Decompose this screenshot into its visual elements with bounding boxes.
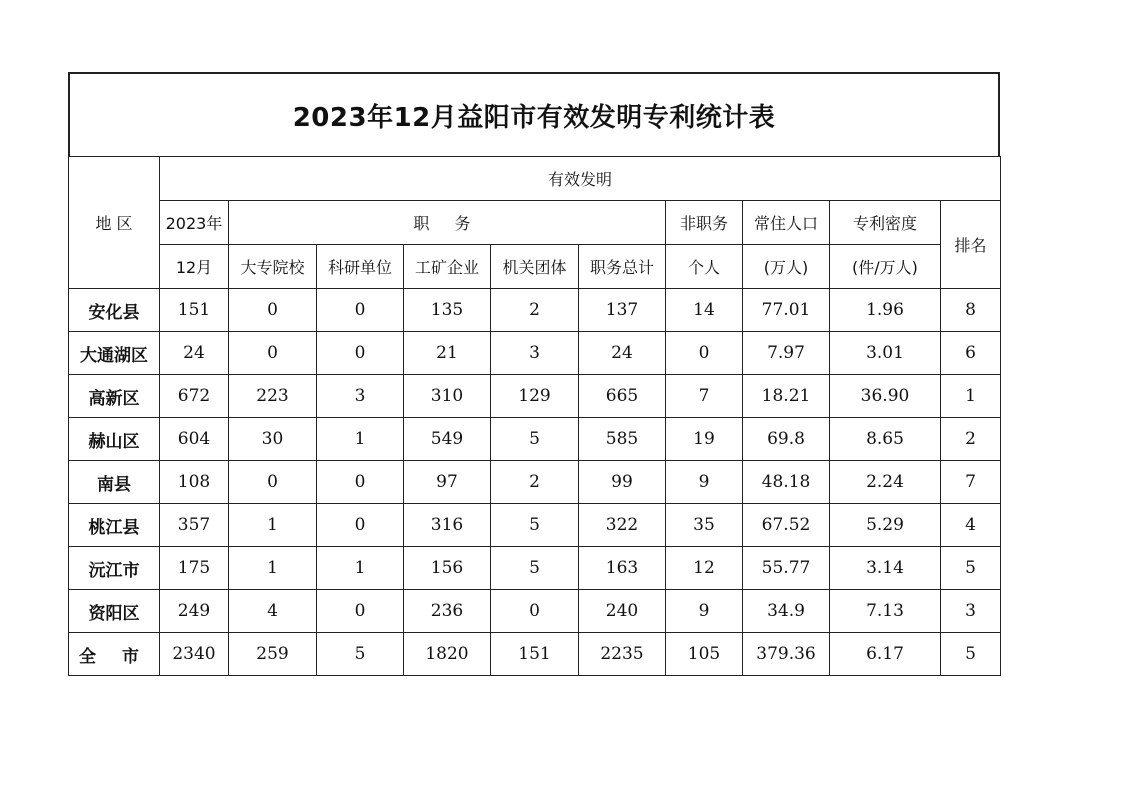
cell-research: 1 xyxy=(317,418,404,461)
cell-agency: 5 xyxy=(491,418,579,461)
cell-industry: 316 xyxy=(404,504,491,547)
cell-non-service: 14 xyxy=(666,289,743,332)
cell-service-total: 322 xyxy=(579,504,666,547)
cell-agency: 151 xyxy=(491,633,579,676)
cell-rank: 5 xyxy=(941,547,1001,590)
header-row-3 xyxy=(69,245,1001,289)
cell-research: 5 xyxy=(317,633,404,676)
cell-population: 69.8 xyxy=(743,418,830,461)
cell-total: 108 xyxy=(160,461,229,504)
cell-total: 175 xyxy=(160,547,229,590)
table-row xyxy=(69,461,1001,504)
header-individual: 个人 xyxy=(666,245,743,289)
cell-density: 3.01 xyxy=(830,332,941,375)
cell-density: 3.14 xyxy=(830,547,941,590)
cell-service-total: 137 xyxy=(579,289,666,332)
cell-rank: 3 xyxy=(941,590,1001,633)
cell-service-total: 665 xyxy=(579,375,666,418)
header-valid-inventions: 有效发明 xyxy=(160,157,1001,201)
cell-industry: 135 xyxy=(404,289,491,332)
cell-industry: 549 xyxy=(404,418,491,461)
cell-colleges: 259 xyxy=(229,633,317,676)
cell-non-service: 9 xyxy=(666,590,743,633)
cell-rank: 1 xyxy=(941,375,1001,418)
header-agency: 机关团体 xyxy=(491,245,579,289)
cell-research: 1 xyxy=(317,547,404,590)
cell-colleges: 0 xyxy=(229,332,317,375)
cell-density: 36.90 xyxy=(830,375,941,418)
region-name: 赫山区 xyxy=(69,418,160,461)
cell-rank: 4 xyxy=(941,504,1001,547)
cell-rank: 2 xyxy=(941,418,1001,461)
table-row xyxy=(69,332,1001,375)
cell-non-service: 19 xyxy=(666,418,743,461)
cell-colleges: 30 xyxy=(229,418,317,461)
cell-population: 77.01 xyxy=(743,289,830,332)
cell-colleges: 4 xyxy=(229,590,317,633)
table-row-total xyxy=(69,633,1001,676)
header-population: 常住人口 xyxy=(743,201,830,245)
cell-industry: 156 xyxy=(404,547,491,590)
header-density: 专利密度 xyxy=(830,201,941,245)
cell-density: 2.24 xyxy=(830,461,941,504)
cell-agency: 5 xyxy=(491,547,579,590)
table-row xyxy=(69,375,1001,418)
cell-population: 379.36 xyxy=(743,633,830,676)
region-name: 安化县 xyxy=(69,289,160,332)
cell-industry: 236 xyxy=(404,590,491,633)
header-row-2 xyxy=(69,201,1001,245)
cell-total: 672 xyxy=(160,375,229,418)
header-non-service: 非职务 xyxy=(666,201,743,245)
cell-non-service: 9 xyxy=(666,461,743,504)
header-research: 科研单位 xyxy=(317,245,404,289)
cell-industry: 1820 xyxy=(404,633,491,676)
cell-density: 1.96 xyxy=(830,289,941,332)
cell-density: 8.65 xyxy=(830,418,941,461)
cell-non-service: 105 xyxy=(666,633,743,676)
region-name: 沅江市 xyxy=(69,547,160,590)
cell-total: 151 xyxy=(160,289,229,332)
header-region: 地 区 xyxy=(69,157,160,289)
header-row-1 xyxy=(69,157,1001,201)
cell-service-total: 2235 xyxy=(579,633,666,676)
cell-population: 55.77 xyxy=(743,547,830,590)
region-name: 高新区 xyxy=(69,375,160,418)
cell-density: 7.13 xyxy=(830,590,941,633)
cell-agency: 3 xyxy=(491,332,579,375)
cell-service-total: 24 xyxy=(579,332,666,375)
cell-industry: 97 xyxy=(404,461,491,504)
cell-non-service: 7 xyxy=(666,375,743,418)
cell-agency: 0 xyxy=(491,590,579,633)
cell-research: 3 xyxy=(317,375,404,418)
table-row xyxy=(69,547,1001,590)
header-month: 12月 xyxy=(160,245,229,289)
cell-rank: 5 xyxy=(941,633,1001,676)
region-name: 桃江县 xyxy=(69,504,160,547)
header-year: 2023年 xyxy=(160,201,229,245)
region-name: 南县 xyxy=(69,461,160,504)
cell-population: 7.97 xyxy=(743,332,830,375)
cell-industry: 21 xyxy=(404,332,491,375)
cell-total: 357 xyxy=(160,504,229,547)
cell-agency: 2 xyxy=(491,461,579,504)
header-rank: 排名 xyxy=(941,201,1001,289)
cell-colleges: 1 xyxy=(229,547,317,590)
cell-rank: 6 xyxy=(941,332,1001,375)
cell-agency: 129 xyxy=(491,375,579,418)
cell-colleges: 1 xyxy=(229,504,317,547)
cell-research: 0 xyxy=(317,332,404,375)
cell-industry: 310 xyxy=(404,375,491,418)
region-name: 资阳区 xyxy=(69,590,160,633)
cell-research: 0 xyxy=(317,504,404,547)
cell-density: 6.17 xyxy=(830,633,941,676)
cell-total: 604 xyxy=(160,418,229,461)
cell-total: 249 xyxy=(160,590,229,633)
cell-service-total: 163 xyxy=(579,547,666,590)
table-row xyxy=(69,289,1001,332)
cell-colleges: 0 xyxy=(229,289,317,332)
header-industry: 工矿企业 xyxy=(404,245,491,289)
cell-service-total: 240 xyxy=(579,590,666,633)
header-service-total: 职务总计 xyxy=(579,245,666,289)
cell-service-total: 585 xyxy=(579,418,666,461)
cell-population: 48.18 xyxy=(743,461,830,504)
cell-service-total: 99 xyxy=(579,461,666,504)
table-row xyxy=(69,504,1001,547)
cell-non-service: 35 xyxy=(666,504,743,547)
cell-colleges: 223 xyxy=(229,375,317,418)
cell-non-service: 12 xyxy=(666,547,743,590)
cell-agency: 2 xyxy=(491,289,579,332)
title-box xyxy=(68,72,1000,156)
cell-research: 0 xyxy=(317,590,404,633)
header-colleges: 大专院校 xyxy=(229,245,317,289)
patent-stats-table xyxy=(68,156,1001,676)
header-density-unit: (件/万人) xyxy=(830,245,941,289)
cell-non-service: 0 xyxy=(666,332,743,375)
cell-population: 67.52 xyxy=(743,504,830,547)
header-service: 职 务 xyxy=(229,201,666,245)
cell-agency: 5 xyxy=(491,504,579,547)
cell-rank: 8 xyxy=(941,289,1001,332)
cell-population: 34.9 xyxy=(743,590,830,633)
region-name: 大通湖区 xyxy=(69,332,160,375)
statistics-sheet xyxy=(68,72,1000,676)
cell-research: 0 xyxy=(317,289,404,332)
page-title: 2023年12月益阳市有效发明专利统计表 xyxy=(292,102,776,133)
cell-total: 24 xyxy=(160,332,229,375)
cell-density: 5.29 xyxy=(830,504,941,547)
table-row xyxy=(69,590,1001,633)
table-row xyxy=(69,418,1001,461)
header-population-unit: (万人) xyxy=(743,245,830,289)
cell-population: 18.21 xyxy=(743,375,830,418)
cell-total: 2340 xyxy=(160,633,229,676)
cell-research: 0 xyxy=(317,461,404,504)
region-name: 全 市 xyxy=(69,633,160,676)
cell-rank: 7 xyxy=(941,461,1001,504)
cell-colleges: 0 xyxy=(229,461,317,504)
